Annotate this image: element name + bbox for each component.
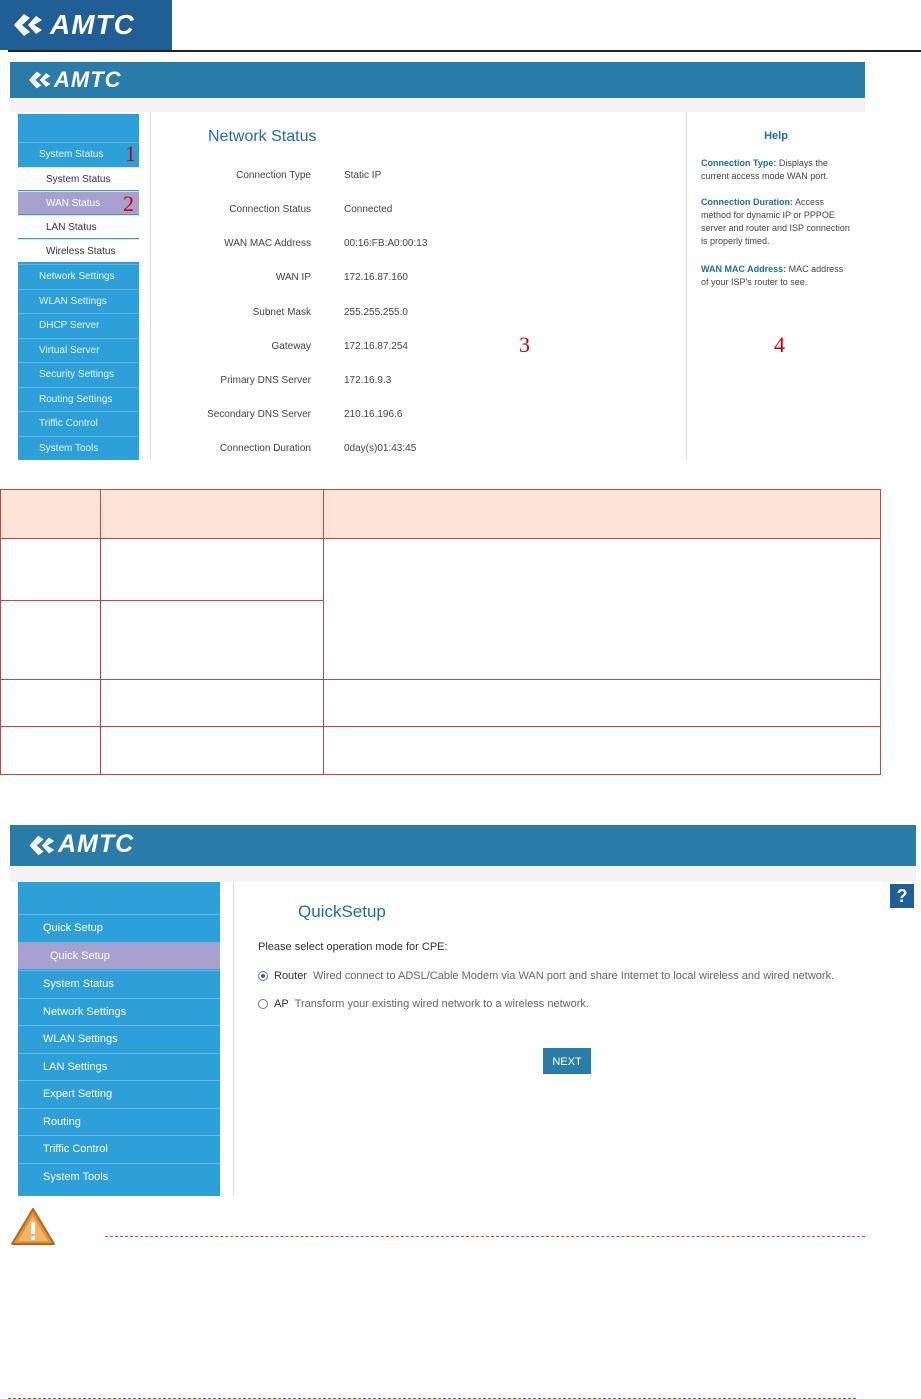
- sidebar-subitem-wireless-status[interactable]: Wireless Status: [18, 239, 139, 262]
- marker-1: 1: [125, 141, 136, 166]
- field-value: 172.16.87.254: [344, 341, 408, 352]
- main-panel: [233, 882, 916, 1196]
- field-label: Secondary DNS Server: [207, 409, 311, 420]
- option-ap[interactable]: [258, 998, 589, 1010]
- help-term: Connection Type:: [701, 158, 777, 168]
- sidebar-item-network-settings[interactable]: Network Settings: [18, 998, 220, 1025]
- field-label: WAN IP: [275, 272, 311, 283]
- option-description: Transform your existing wired network to a wireless network.: [294, 998, 589, 1010]
- table-row: [1, 539, 881, 601]
- field-value: Static IP: [344, 170, 382, 181]
- sidebar-item-system-tools[interactable]: System Tools: [18, 1163, 220, 1190]
- sidebar-item-security-settings[interactable]: Security Settings: [18, 362, 139, 385]
- table-header-cell: [101, 490, 324, 539]
- warning-icon: [10, 1206, 56, 1246]
- header-rule: [8, 50, 921, 52]
- field-label: Connection Type: [236, 170, 311, 181]
- field-label: Primary DNS Server: [220, 375, 311, 386]
- table-cell: [1, 680, 101, 727]
- banner-separator: [10, 98, 865, 112]
- table-header-cell: [1, 490, 101, 539]
- sidebar-item-system-status[interactable]: System Status: [18, 970, 220, 997]
- radio-ap[interactable]: [258, 999, 268, 1009]
- option-mode-label: AP: [274, 998, 289, 1010]
- sidebar-subitem-lan-status[interactable]: LAN Status: [18, 215, 139, 238]
- help-item-wan-mac: [701, 263, 851, 289]
- field-value: 172.16.87.160: [344, 272, 408, 283]
- field-label: WAN MAC Address: [224, 238, 311, 249]
- table-cell: [324, 539, 881, 680]
- help-item-connection-type: [701, 157, 851, 183]
- sidebar-item-quick-setup[interactable]: Quick Setup: [18, 914, 220, 941]
- field-value: 210.16.196.6: [344, 409, 403, 420]
- sidebar: [18, 882, 220, 1196]
- table-cell: [1, 727, 101, 775]
- field-label: Connection Status: [229, 204, 311, 215]
- option-router[interactable]: [258, 970, 834, 982]
- next-button[interactable]: NEXT: [543, 1048, 591, 1074]
- help-term: Connection Duration:: [701, 197, 793, 207]
- sidebar-subitem-wan-status[interactable]: WAN Status: [18, 191, 139, 214]
- amtc-logo-icon: [26, 832, 56, 859]
- sidebar-item-expert-setting[interactable]: Expert Setting: [18, 1080, 220, 1107]
- field-label: Gateway: [271, 341, 311, 352]
- page-title: QuickSetup: [298, 902, 386, 921]
- warning-divider-top: [105, 1236, 865, 1237]
- option-mode-label: Router: [274, 970, 308, 982]
- quick-setup-screenshot: [10, 825, 916, 1196]
- banner-logo-text: AMTC: [54, 67, 122, 92]
- top-banner: [10, 62, 865, 98]
- sidebar-subitem-quick-setup[interactable]: Quick Setup: [18, 942, 220, 969]
- table-row: [1, 727, 881, 775]
- field-value: 0day(s)01:43:45: [344, 443, 417, 454]
- sidebar-item-wlan-settings[interactable]: WLAN Settings: [18, 289, 139, 312]
- table-cell: [101, 727, 324, 775]
- document-header-logo: [0, 0, 172, 50]
- help-text: Access method for dynamic IP or PPPOE server and router and ISP connection is properly timed.: [701, 197, 850, 246]
- sidebar-item-dhcp-server[interactable]: DHCP Server: [18, 313, 139, 336]
- help-icon[interactable]: ?: [890, 884, 914, 908]
- marker-2: 2: [123, 191, 134, 216]
- amtc-logo-icon: [26, 68, 52, 92]
- field-value: 172.16.9.3: [344, 375, 392, 386]
- radio-router[interactable]: [258, 971, 268, 981]
- sidebar-item-virtual-server[interactable]: Virtual Server: [18, 338, 139, 361]
- field-value: Connected: [344, 204, 393, 215]
- table-cell: [324, 727, 881, 775]
- top-banner: [10, 825, 916, 866]
- sidebar-item-system-tools[interactable]: System Tools: [18, 436, 139, 459]
- sidebar-item-system-status[interactable]: System Status: [18, 142, 139, 165]
- sidebar-item-triffic-control[interactable]: Triffic Control: [18, 1135, 220, 1162]
- main-panel: [150, 112, 686, 460]
- table-header-row: [1, 490, 881, 539]
- sidebar-item-lan-settings[interactable]: LAN Settings: [18, 1053, 220, 1080]
- help-term: WAN MAC Address:: [701, 264, 787, 274]
- help-item-connection-duration: [701, 196, 851, 248]
- table-row: [1, 680, 881, 727]
- sidebar-item-routing-settings[interactable]: Routing Settings: [18, 387, 139, 410]
- table-cell: [1, 539, 101, 601]
- table-cell: [1, 601, 101, 680]
- banner-separator: [10, 866, 916, 882]
- sidebar-item-wlan-settings[interactable]: WLAN Settings: [18, 1025, 220, 1052]
- table-cell: [101, 601, 324, 680]
- help-text: MAC address of your ISP's router to see.: [701, 264, 844, 287]
- table-cell: [101, 539, 324, 601]
- field-label: Subnet Mask: [252, 307, 311, 318]
- amtc-logo-icon: [10, 10, 44, 40]
- marker-4: 4: [774, 332, 785, 357]
- help-title: Help: [764, 130, 788, 142]
- marker-3: 3: [519, 332, 530, 357]
- header-logo-text: AMTC: [50, 9, 135, 40]
- field-value: 255.255.255.0: [344, 307, 408, 318]
- help-panel: [686, 112, 865, 460]
- mode-prompt: Please select operation mode for CPE:: [258, 941, 448, 953]
- description-table: [0, 489, 881, 775]
- table-cell: [324, 680, 881, 727]
- sidebar-subitem-system-status[interactable]: System Status: [18, 167, 139, 190]
- sidebar-item-triffic-control[interactable]: Triffic Control: [18, 411, 139, 434]
- banner-logo-text: AMTC: [58, 830, 135, 858]
- option-description: Wired connect to ADSL/Cable Modem via WAN port and share Internet to local wireless and wired network.: [313, 970, 835, 982]
- sidebar-item-routing[interactable]: Routing: [18, 1108, 220, 1135]
- sidebar: [18, 114, 139, 460]
- table-header-cell: [324, 490, 881, 539]
- page-title: Network Status: [208, 128, 317, 145]
- field-value: 00:16:FB:A0:00:13: [344, 238, 428, 249]
- wan-status-screenshot: [10, 62, 865, 460]
- help-text: Displays the current access mode WAN port.: [701, 158, 829, 181]
- field-label: Connection Duration: [219, 443, 311, 454]
- table-cell: [101, 680, 324, 727]
- sidebar-item-network-settings[interactable]: Network Settings: [18, 264, 139, 287]
